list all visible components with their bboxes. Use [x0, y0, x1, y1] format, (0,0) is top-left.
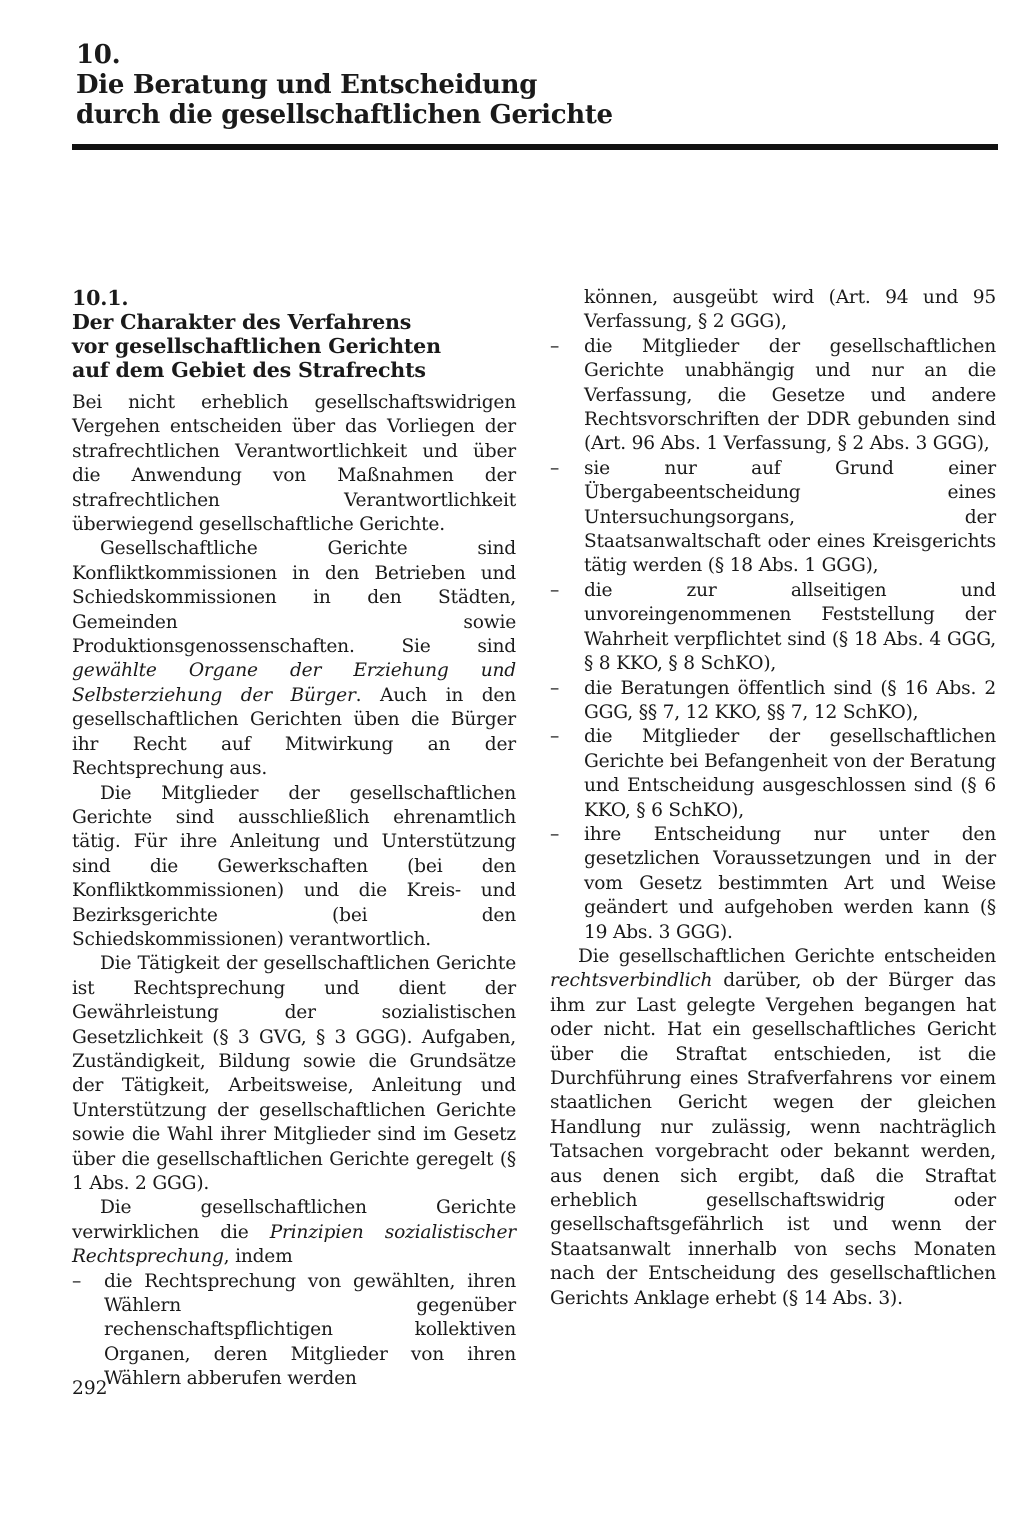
dash-marker: –	[550, 677, 560, 699]
dash-marker: –	[550, 457, 560, 479]
paragraph: Gesellschaftliche Gerichte sind Konfliktkommissionen in den Betrieben und Schiedskommissionen in den Städten, Gemeinden sowie Produktionsgenossenschaften. Sie sind gewählte Organe der Erziehung und Selbsterziehung der Bürger. Auch in den gesellschaftlichen Gerichten üben die Bürger ihr Recht auf Mitwirkung an der Rechtsprechung aus.	[72, 538, 517, 780]
list-item: – die Mitglieder der gesellschaftlichen Gerichte bei Befangenheit von der Beratung und Entscheidung ausgeschlossen sind (§ 6 KKO, § 6 SchKO),	[550, 726, 996, 821]
left-column	[72, 286, 516, 1392]
paragraph: Die gesellschaftlichen Gerichte entscheiden rechtsverbindlich darüber, ob der Bürger das ihm zur Last gelegte Vergehen begangen hat oder nicht. Hat ein gesellschaftliches Gericht über die Straftat entschieden, ist die Durchführung eines Strafverfahrens vor einem staatlichen Gericht wegen der gleichen Handlung nur zulässig, wenn nachträglich Tatsachen vorgebracht oder bekannt werden, aus denen sich ergibt, daß die Straftat erheblich gesellschaftswidrig oder gesellschaftsgefährlich ist und wenn der Staatsanwalt innerhalb von sechs Monaten nach der Entscheidung des gesellschaftlichen Gerichts Anklage erhebt (§ 14 Abs. 3).	[550, 945, 996, 1309]
paragraph: Bei nicht erheblich gesellschaftswidrigen Vergehen entscheiden über das Vorliegen der strafrechtlichen Verantwortlichkeit und über die Anwendung von Maßnahmen der strafrechtlichen Verantwortlichkeit überwiegend gesellschaftliche Gerichte.	[72, 392, 516, 536]
chapter-title-line-1: Die Beratung und Entscheidung	[76, 70, 538, 100]
principles-list-continued	[550, 335, 996, 945]
section-number: 10.1.	[72, 286, 129, 310]
section-heading	[72, 286, 516, 382]
list-item: – die Rechtsprechung von gewählten, ihren Wählern gegenüber rechenschaftspflichtigen kollektiven Organen, deren Mitglieder von ihren Wählern abberufen werden	[72, 1270, 516, 1390]
emphasis: rechtsverbindlich	[550, 970, 713, 992]
chapter-number: 10.	[76, 40, 121, 70]
dash-marker: –	[550, 823, 560, 845]
section-title-line-2: vor gesellschaftlichen Gerichten	[72, 334, 441, 358]
paragraph: Die Tätigkeit der gesellschaftlichen Gerichte ist Rechtsprechung und dient der Gewährleistung der sozialistischen Gesetzlichkeit (§ 3 GVG, § 3 GGG). Aufgaben, Zuständigkeit, Bildung sowie die Grundsätze der Tätigkeit, Arbeitsweise, Anleitung und Unterstützung der gesellschaftlichen Gerichte sowie die Wahl ihrer Mitglieder sind im Gesetz über die gesellschaftlichen Gerichte geregelt (§ 1 Abs. 2 GGG).	[72, 953, 516, 1194]
paragraph: Die Mitglieder der gesellschaftlichen Gerichte sind ausschließlich ehrenamtlich tätig. Für ihre Anleitung und Unterstützung sind die Gewerkschaften (bei den Konfliktkommissionen) und die Kreis- und Bezirksgerichte (bei den Schiedskommissionen) verantwortlich.	[72, 782, 516, 950]
paragraph: Die gesellschaftlichen Gerichte verwirklichen die Prinzipien sozialistischer Rechtsprechung, indem	[72, 1197, 516, 1268]
chapter-title-line-2: durch die gesellschaftlichen Gerichte	[76, 100, 613, 130]
list-item: – die zur allseitigen und unvoreingenommenen Feststellung der Wahrheit verpflichtet sind (§ 18 Abs. 4 GGG, § 8 KKO, § 8 SchKO),	[550, 579, 996, 675]
emphasis: Prinzipien sozialistischer Rechtsprechung	[72, 1221, 516, 1268]
list-item-continuation: können, ausgeübt wird (Art. 94 und 95 Verfassung, § 2 GGG),	[584, 287, 996, 333]
dash-marker: –	[72, 1270, 82, 1292]
dash-marker: –	[550, 726, 560, 748]
principles-list	[72, 1270, 516, 1392]
section-title-line-1: Der Charakter des Verfahrens	[72, 310, 412, 334]
list-item: – die Beratungen öffentlich sind (§ 16 Abs. 2 GGG, §§ 7, 12 KKO, §§ 7, 12 SchKO),	[550, 677, 996, 723]
list-item: – ihre Entscheidung nur unter den gesetzlichen Voraussetzungen und in der vom Gesetz bestimmten Art und Weise geändert und aufgehoben werden kann (§ 19 Abs. 3 GGG).	[550, 823, 996, 943]
dash-marker: –	[550, 579, 560, 601]
section-title-line-3: auf dem Gebiet des Strafrechts	[72, 358, 426, 382]
chapter-heading	[76, 40, 976, 130]
list-item: – sie nur auf Grund einer Übergabeentscheidung eines Untersuchungsorgans, der Staatsanwaltschaft oder eines Kreisgerichts tätig werden (§ 18 Abs. 1 GGG),	[550, 457, 996, 577]
right-column	[550, 286, 996, 1311]
dash-marker: –	[550, 335, 560, 357]
list-item: – die Mitglieder der gesellschaftlichen Gerichte unabhängig und nur an die Verfassung, die Gesetze und andere Rechtsvorschriften der DDR gebunden sind (Art. 96 Abs. 1 Verfassung, § 2 Abs. 3 GGG),	[550, 335, 996, 455]
chapter-divider	[72, 144, 998, 150]
page-number: 292	[72, 1378, 108, 1399]
emphasis: gewählte Organe der Erziehung und Selbsterziehung der Bürger	[72, 660, 516, 706]
